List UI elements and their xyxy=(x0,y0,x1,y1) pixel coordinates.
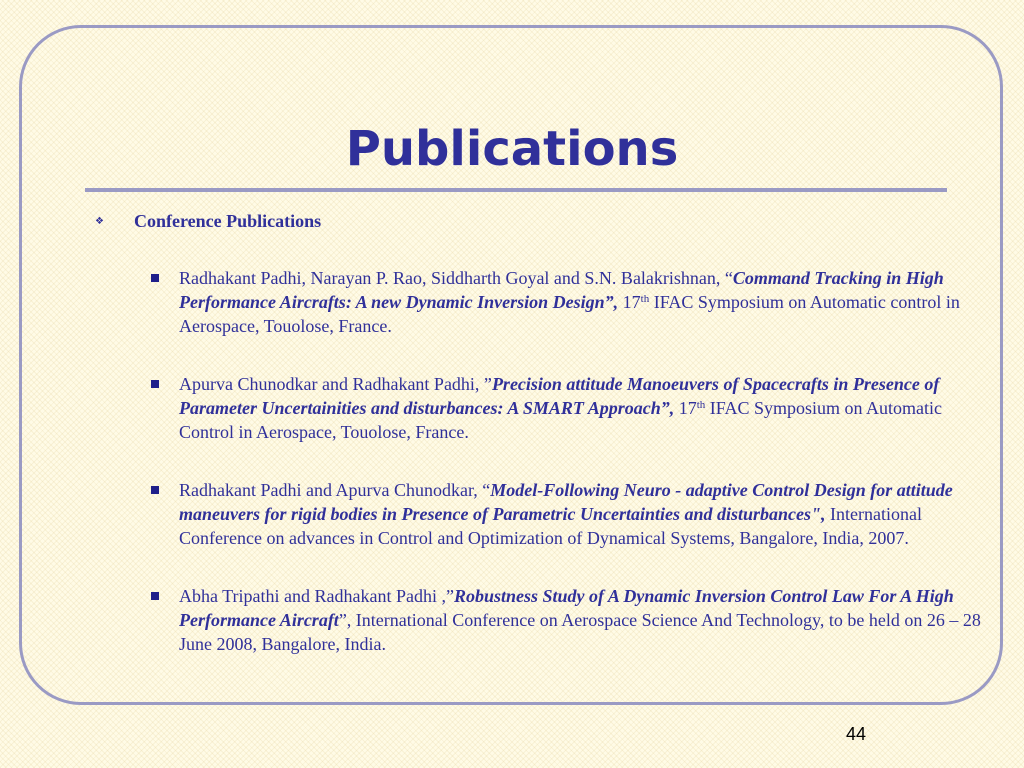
publication-authors: Abha Tripathi and Radhakant Padhi ,” xyxy=(179,586,454,606)
publication-venue: ”, International Conference on Aerospace Science And Technology, to be held on 26 – 28 June 2008, Bangalore, India. xyxy=(179,610,981,654)
square-bullet-icon xyxy=(151,380,159,388)
publication-edition: 17 xyxy=(618,292,641,312)
diamond-bullet-icon: ❖ xyxy=(95,215,104,227)
publication-authors: Radhakant Padhi and Apurva Chunodkar, “ xyxy=(179,480,491,500)
publication-title: Model-Following Neuro - adaptive Control Design for attitude maneuvers for rigid bodies in Presence of Parametric Uncertainties and disturbances", xyxy=(179,480,953,524)
publication-item xyxy=(150,372,1000,444)
publication-item xyxy=(150,584,1000,656)
publication-item xyxy=(150,266,1000,338)
publication-venue: IFAC Symposium on Automatic Control in Aerospace, Touolose, France. xyxy=(179,398,942,442)
square-bullet-icon xyxy=(151,592,159,600)
page-number: 44 xyxy=(846,724,867,744)
ordinal-suffix: th xyxy=(640,293,650,305)
section-heading: Conference Publications xyxy=(134,210,322,231)
publication-edition: 17 xyxy=(674,398,697,418)
ordinal-suffix: th xyxy=(696,399,706,411)
publication-authors: Apurva Chunodkar and Radhakant Padhi, ” xyxy=(179,374,492,394)
publication-title: Precision attitude Manoeuvers of Spacecrafts in Presence of Parameter Uncertainities and disturbances: A SMART Approach”, xyxy=(179,374,940,418)
slide-title: Publications xyxy=(345,121,679,177)
publication-title: Command Tracking in High Performance Aircrafts: A new Dynamic Inversion Design”, xyxy=(179,268,944,312)
publication-venue: IFAC Symposium on Automatic control in Aerospace, Touolose, France. xyxy=(179,292,960,336)
square-bullet-icon xyxy=(151,274,159,282)
publication-authors: Radhakant Padhi, Narayan P. Rao, Siddharth Goyal and S.N. Balakrishnan, “ xyxy=(179,268,733,288)
square-bullet-icon xyxy=(151,486,159,494)
title-divider xyxy=(85,188,947,192)
publication-venue: International Conference on advances in Control and Optimization of Dynamical Systems, Bangalore, India, 2007. xyxy=(179,504,922,548)
publication-list xyxy=(150,266,1000,690)
publication-item xyxy=(150,478,1000,550)
section-row xyxy=(95,209,321,233)
publication-title: Robustness Study of A Dynamic Inversion Control Law For A High Performance Aircraft xyxy=(179,586,954,630)
